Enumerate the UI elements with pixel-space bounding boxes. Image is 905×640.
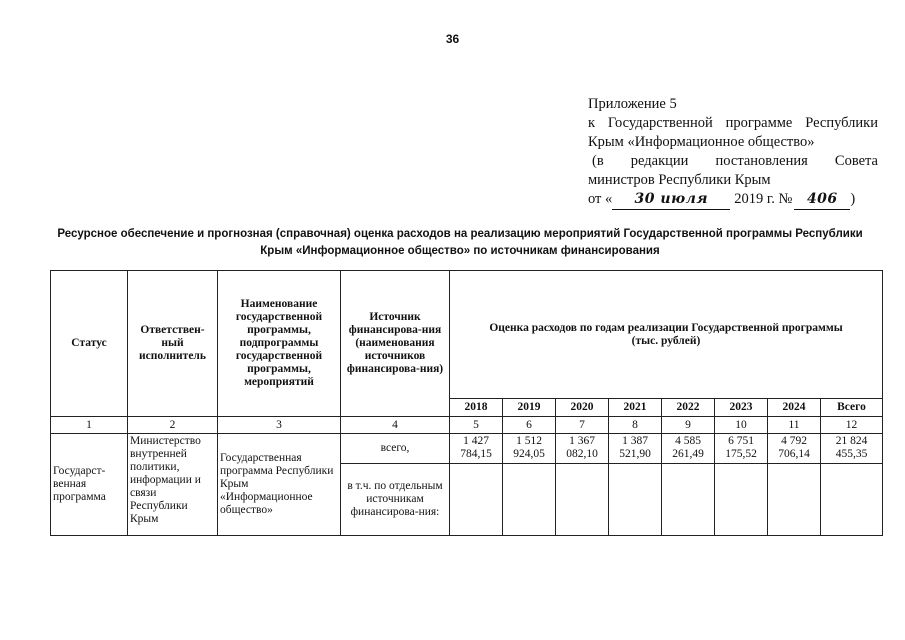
col-number: 6 xyxy=(503,417,556,434)
col-number: 1 xyxy=(51,417,128,434)
row-executor: Министерство внутренней политики, информации и связи Республики Крым xyxy=(128,434,218,536)
handwritten-number: 406 xyxy=(794,190,850,210)
year-2022: 2022 xyxy=(662,399,715,417)
col-number: 12 xyxy=(821,417,883,434)
document-title: Ресурсное обеспечение и прогнозная (справочная) оценка расходов на реализацию мероприятий Государственной программы Республики Крым «Информационное общество» по источникам финансирования xyxy=(57,228,863,257)
resource-table xyxy=(50,270,883,536)
row-name: Государственная программа Республики Крым «Информационное общество» xyxy=(218,434,341,536)
col-number: 7 xyxy=(556,417,609,434)
value-2022: 4 585 261,49 xyxy=(662,434,715,464)
col-number: 9 xyxy=(662,417,715,434)
appendix-block xyxy=(588,95,878,210)
col-number: 4 xyxy=(341,417,450,434)
year-2021: 2021 xyxy=(609,399,662,417)
word: Республики xyxy=(805,115,878,131)
year-2018: 2018 xyxy=(450,399,503,417)
col-number: 10 xyxy=(715,417,768,434)
year-2020: 2020 xyxy=(556,399,609,417)
value-2021: 1 387 521,90 xyxy=(609,434,662,464)
value-2024: 4 792 706,14 xyxy=(768,434,821,464)
year-2024: 2024 xyxy=(768,399,821,417)
empty-cell xyxy=(715,464,768,536)
empty-cell xyxy=(768,464,821,536)
word: Государственной xyxy=(607,115,713,131)
year-total: Всего xyxy=(821,399,883,417)
empty-cell xyxy=(450,464,503,536)
word: Совета xyxy=(834,153,878,169)
col-number: 8 xyxy=(609,417,662,434)
year-2019: 2019 xyxy=(503,399,556,417)
word: программе xyxy=(725,115,793,131)
value-2019: 1 512 924,05 xyxy=(503,434,556,464)
appendix-line-2 xyxy=(588,114,878,133)
word: (в xyxy=(592,153,604,169)
row-source-total: всего, xyxy=(341,434,450,464)
header-name: Наименование государственной программы, подпрограммы государственной программы, мероприятий xyxy=(218,271,341,417)
word: постановления xyxy=(715,153,808,169)
date-prefix: от « xyxy=(588,191,613,207)
empty-cell xyxy=(503,464,556,536)
page-number: 36 xyxy=(445,32,460,46)
col-number: 3 xyxy=(218,417,341,434)
col-number: 11 xyxy=(768,417,821,434)
value-2020: 1 367 082,10 xyxy=(556,434,609,464)
empty-cell xyxy=(556,464,609,536)
value-2023: 6 751 175,52 xyxy=(715,434,768,464)
date-suffix: ) xyxy=(850,191,856,207)
word: к xyxy=(588,115,596,131)
appendix-line-4 xyxy=(588,152,878,171)
empty-cell xyxy=(662,464,715,536)
row-source-incl: в т.ч. по отдельным источникам финансирова-ния: xyxy=(341,464,450,536)
appendix-line-3: Крым «Информационное общество» xyxy=(588,134,815,150)
col-number: 2 xyxy=(128,417,218,434)
empty-cell xyxy=(609,464,662,536)
appendix-line-5: министров Республики Крым xyxy=(588,172,771,188)
header-status: Статус xyxy=(51,271,128,417)
header-source: Источник финансирова-ния (наименования источников финансирова-ния) xyxy=(341,271,450,417)
value-total: 21 824 455,35 xyxy=(821,434,883,464)
row-status: Государст-венная программа xyxy=(51,434,128,536)
col-number: 5 xyxy=(450,417,503,434)
header-estimate: Оценка расходов по годам реализации Государственной программы (тыс. рублей) xyxy=(450,271,883,399)
appendix-date-line xyxy=(588,190,878,210)
value-2018: 1 427 784,15 xyxy=(450,434,503,464)
year-2023: 2023 xyxy=(715,399,768,417)
handwritten-date: 30 июля xyxy=(612,190,730,210)
date-mid: 2019 г. № xyxy=(734,191,793,207)
empty-cell xyxy=(821,464,883,536)
word: редакции xyxy=(630,153,689,169)
appendix-line-1: Приложение 5 xyxy=(588,96,677,112)
header-executor: Ответствен-ный исполнитель xyxy=(128,271,218,417)
